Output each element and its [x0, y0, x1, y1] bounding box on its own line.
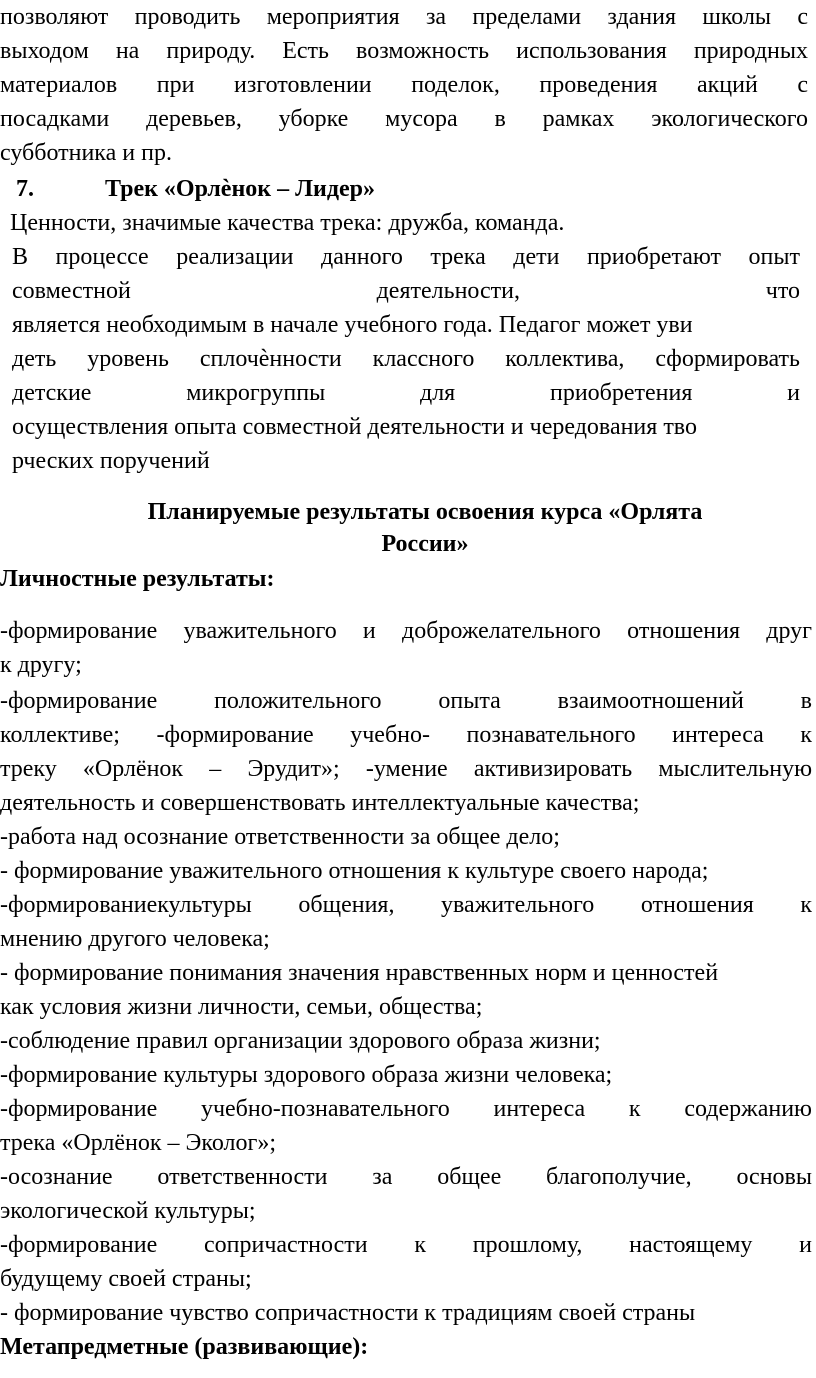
description-line: совместной деятельности, что — [12, 278, 800, 304]
results-title-line2: России» — [381, 531, 469, 557]
intro-line: посадками деревьев, уборке мусора в рамках экологического — [0, 106, 808, 132]
result-line: - формирование понимания значения нравственных норм и ценностей — [0, 960, 719, 986]
personal-results-heading: Личностные результаты: — [0, 566, 275, 592]
track-number: 7. — [16, 176, 34, 202]
intro-line: материалов при изготовлении поделок, проведения акций с — [0, 72, 808, 98]
result-line: коллективе; -формирование учебно- познавательного интереса к — [0, 722, 812, 748]
intro-line: позволяют проводить мероприятия за пределами здания школы с — [0, 4, 808, 30]
result-line: -формированиекультуры общения, уважительного отношения к — [0, 892, 812, 918]
result-line: -соблюдение правил организации здорового образа жизни; — [0, 1028, 601, 1054]
result-line: -формирование положительного опыта взаимоотношений в — [0, 688, 812, 714]
result-line: -осознание ответственности за общее благополучие, основы — [0, 1164, 812, 1190]
result-line: -формирование культуры здорового образа жизни человека; — [0, 1062, 613, 1088]
result-line: -формирование уважительного и доброжелательного отношения друг — [0, 618, 812, 644]
result-line: - формирование чувство сопричастности к традициям своей страны — [0, 1300, 696, 1326]
description-line: деть уровень сплочѐнности классного коллектива, сформировать — [12, 346, 800, 372]
results-title-line1: Планируемые результаты освоения курса «Орлята — [147, 499, 703, 525]
track-title: Трек «Орлѐнок – Лидер» — [105, 176, 375, 202]
description-line: рческих поручений — [12, 448, 210, 474]
track-values: Ценности, значимые качества трека: дружба, команда. — [10, 210, 565, 236]
result-line: треку «Орлёнок – Эрудит»; -умение активизировать мыслительную — [0, 756, 812, 782]
result-line: экологической культуры; — [0, 1198, 256, 1224]
intro-line: субботника и пр. — [0, 140, 172, 166]
result-line: деятельность и совершенствовать интеллектуальные качества; — [0, 790, 640, 816]
result-line: к другу; — [0, 652, 82, 678]
description-line: является необходимым в начале учебного года. Педагог может уви — [12, 312, 693, 338]
description-line: осуществления опыта совместной деятельности и чередования тво — [12, 414, 697, 440]
result-line: будущему своей страны; — [0, 1266, 252, 1292]
description-line: В процессе реализации данного трека дети приобретают опыт — [12, 244, 800, 270]
description-line: детские микрогруппы для приобретения и — [12, 380, 800, 406]
result-line: -формирование учебно-познавательного интереса к содержанию — [0, 1096, 812, 1122]
result-line: -формирование сопричастности к прошлому, настоящему и — [0, 1232, 812, 1258]
intro-line: выходом на природу. Есть возможность использования природных — [0, 38, 808, 64]
result-line: -работа над осознание ответственности за общее дело; — [0, 824, 560, 850]
meta-results-heading: Метапредметные (развивающие): — [0, 1334, 369, 1360]
result-line: мнению другого человека; — [0, 926, 270, 952]
result-line: - формирование уважительного отношения к культуре своего народа; — [0, 858, 709, 884]
result-line: как условия жизни личности, семьи, общества; — [0, 994, 483, 1020]
result-line: трека «Орлёнок – Эколог»; — [0, 1130, 276, 1156]
